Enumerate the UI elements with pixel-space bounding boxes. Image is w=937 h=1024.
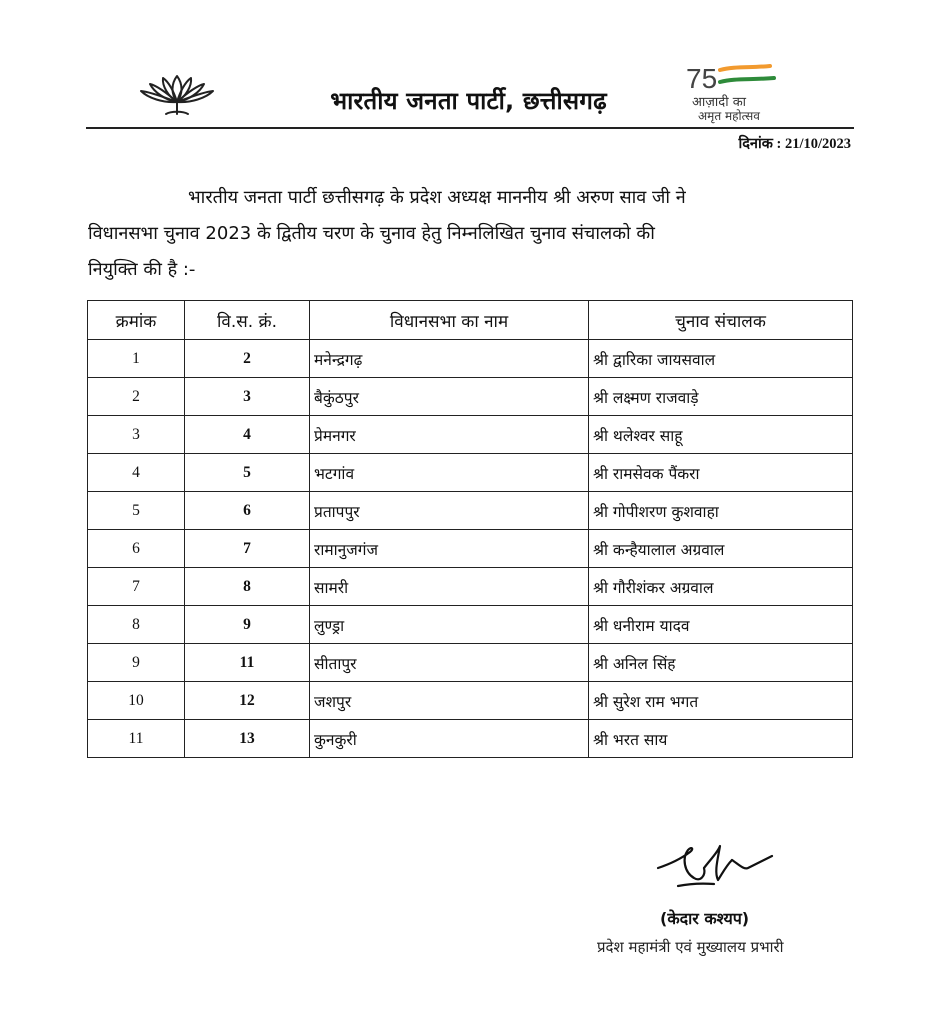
- cell-constituency-name: मनेन्द्रगढ़: [310, 340, 589, 378]
- cell-serial: 6: [88, 530, 185, 568]
- cell-constituency-name: प्रतापपुर: [310, 492, 589, 530]
- cell-election-conductor: श्री रामसेवक पैंकरा: [589, 454, 853, 492]
- cell-constituency-name: सीतापुर: [310, 644, 589, 682]
- header-constituency-name: विधानसभा का नाम: [310, 301, 589, 340]
- cell-election-conductor: श्री कन्हैयालाल अग्रवाल: [589, 530, 853, 568]
- table-row: [88, 454, 853, 492]
- document-date: दिनांक : 21/10/2023: [738, 136, 851, 152]
- cell-constituency-name: जशपुर: [310, 682, 589, 720]
- cell-serial: 7: [88, 568, 185, 606]
- cell-serial: 8: [88, 606, 185, 644]
- cell-election-conductor: श्री धनीराम यादव: [589, 606, 853, 644]
- cell-serial: 2: [88, 378, 185, 416]
- table-row: [88, 378, 853, 416]
- table-row: [88, 340, 853, 378]
- cell-constituency-number: 7: [185, 530, 310, 568]
- cell-constituency-name: कुनकुरी: [310, 720, 589, 758]
- cell-election-conductor: श्री सुरेश राम भगत: [589, 682, 853, 720]
- cell-constituency-number: 2: [185, 340, 310, 378]
- intro-line-1: भारतीय जनता पार्टी छत्तीसगढ़ के प्रदेश अध्यक्ष माननीय श्री अरुण साव जी ने: [188, 187, 686, 208]
- cell-constituency-name: भटगांव: [310, 454, 589, 492]
- cell-constituency-name: सामरी: [310, 568, 589, 606]
- cell-election-conductor: श्री गौरीशंकर अग्रवाल: [589, 568, 853, 606]
- cell-serial: 1: [88, 340, 185, 378]
- cell-election-conductor: श्री भरत साय: [589, 720, 853, 758]
- organization-title: भारतीय जनता पार्टी, छत्तीसगढ़: [330, 87, 607, 115]
- cell-serial: 11: [88, 720, 185, 758]
- intro-line-2: विधानसभा चुनाव 2023 के द्वितीय चरण के चुनाव हेतु निम्नलिखित चुनाव संचालको की: [88, 223, 655, 244]
- header-divider: [86, 127, 854, 129]
- cell-constituency-number: 6: [185, 492, 310, 530]
- azadi-text-line2: अमृत महोत्सव: [698, 109, 760, 123]
- cell-constituency-name: लुण्ड्रा: [310, 606, 589, 644]
- azadi-text-line1: आज़ादी का: [692, 95, 747, 110]
- table-row: [88, 530, 853, 568]
- svg-text:75: 75: [686, 63, 718, 92]
- table-row: [88, 568, 853, 606]
- table-header-row: [88, 301, 853, 340]
- signature-mark: [648, 838, 778, 900]
- cell-election-conductor: श्री द्वारिका जायसवाल: [589, 340, 853, 378]
- cell-constituency-name: प्रेमनगर: [310, 416, 589, 454]
- header-election-conductor: चुनाव संचालक: [589, 301, 853, 340]
- cell-election-conductor: श्री लक्ष्मण राजवाड़े: [589, 378, 853, 416]
- cell-constituency-number: 4: [185, 416, 310, 454]
- cell-constituency-number: 13: [185, 720, 310, 758]
- table-row: [88, 720, 853, 758]
- cell-election-conductor: श्री थलेश्वर साहू: [589, 416, 853, 454]
- table-row: [88, 682, 853, 720]
- cell-constituency-number: 11: [185, 644, 310, 682]
- signatory-name: (केदार कश्यप): [660, 909, 750, 928]
- cell-serial: 9: [88, 644, 185, 682]
- intro-line-3: नियुक्ति की है :-: [88, 259, 196, 280]
- cell-serial: 5: [88, 492, 185, 530]
- table-row: [88, 606, 853, 644]
- header-constituency-number: वि.स. क्रं.: [185, 301, 310, 340]
- signatory-designation: प्रदेश महामंत्री एवं मुख्यालय प्रभारी: [597, 938, 784, 956]
- cell-constituency-name: रामानुजगंज: [310, 530, 589, 568]
- cell-constituency-number: 9: [185, 606, 310, 644]
- cell-election-conductor: श्री अनिल सिंह: [589, 644, 853, 682]
- cell-serial: 3: [88, 416, 185, 454]
- cell-constituency-number: 8: [185, 568, 310, 606]
- cell-election-conductor: श्री गोपीशरण कुशवाहा: [589, 492, 853, 530]
- cell-serial: 4: [88, 454, 185, 492]
- intro-paragraph: [88, 180, 808, 288]
- table-row: [88, 416, 853, 454]
- appointments-table: [87, 300, 853, 758]
- cell-constituency-number: 12: [185, 682, 310, 720]
- azadi-ka-amrit-mahotsav-logo: [680, 62, 790, 124]
- table-row: [88, 492, 853, 530]
- cell-constituency-name: बैकुंठपुर: [310, 378, 589, 416]
- cell-serial: 10: [88, 682, 185, 720]
- cell-constituency-number: 5: [185, 454, 310, 492]
- table-row: [88, 644, 853, 682]
- cell-constituency-number: 3: [185, 378, 310, 416]
- header-serial: क्रमांक: [88, 301, 185, 340]
